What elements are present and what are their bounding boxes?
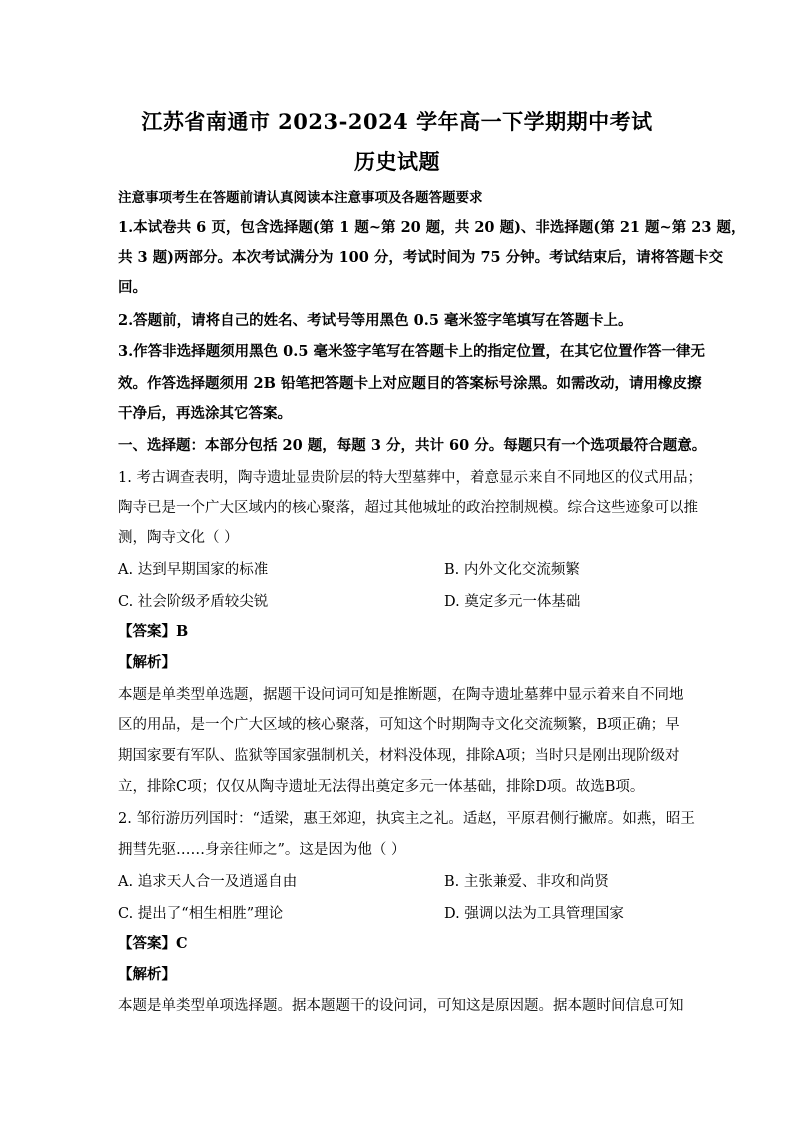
notice-item-1-line-3: 回。 xyxy=(118,279,147,296)
notice-item-2: 2.答题前，请将自己的姓名、考试号等用黑色 0.5 毫米签字笔填写在答题卡上。 xyxy=(118,312,633,329)
notice-item-3-line-3: 干净后，再选涂其它答案。 xyxy=(118,405,292,422)
q1-option-a: A. 达到早期国家的标准 xyxy=(118,562,269,578)
exam-subtitle: 历史试题 xyxy=(354,149,440,174)
q2-option-b: B. 主张兼爱、非攻和尚贤 xyxy=(444,874,609,890)
q2-option-a: A. 追求天人合一及逍遥自由 xyxy=(118,874,298,890)
q2-option-c: C. 提出了“相生相胜”理论 xyxy=(118,906,284,922)
q2-option-d: D. 强调以法为工具管理国家 xyxy=(444,906,624,922)
q1-stem-line-1: 1. 考古调查表明，陶寺遗址显贵阶层的特大型墓葬中，着意显示来自不同地区的仪式用品； xyxy=(118,470,702,486)
notice-item-1-line-2: 共 3 题)两部分。本次考试满分为 100 分，考试时间为 75 分钟。考试结束后，请将答题卡交 xyxy=(118,249,724,266)
q1-option-d: D. 奠定多元一体基础 xyxy=(444,594,581,610)
q1-stem-line-3: 测，陶寺文化（ ） xyxy=(118,530,239,546)
q1-analysis-label: 【解析】 xyxy=(118,654,176,671)
q1-analysis-line-2: 区的用品，是一个广大区域的核心聚落，可知这个时期陶寺文化交流频繁，B项正确；早 xyxy=(118,717,680,733)
q2-answer: 【答案】C xyxy=(118,935,188,952)
notice-item-1-line-1: 1.本试卷共 6 页，包含选择题(第 1 题~第 20 题，共 20 题)、非选择题(第 21 题~第 23 题， xyxy=(118,219,746,236)
q1-option-b: B. 内外文化交流频繁 xyxy=(444,562,580,578)
q2-stem-line-1: 2. 邹衍游历列国时：“适梁，惠王郊迎，执宾主之礼。适赵，平原君侧行撇席。如燕，昭王 xyxy=(118,811,695,827)
q2-analysis-label: 【解析】 xyxy=(118,966,176,983)
q1-analysis-line-3: 期国家要有军队、监狱等国家强制机关，材料没体现，排除A项；当时只是刚出现阶级对 xyxy=(118,748,680,764)
q2-stem-line-2: 拥彗先驱……身亲往师之”。这是因为他（ ） xyxy=(118,842,406,858)
notice-heading: 注意事项考生在答题前请认真阅读本注意事项及各题答题要求 xyxy=(118,190,483,206)
q1-option-c: C. 社会阶级矛盾较尖锐 xyxy=(118,594,269,610)
q2-analysis-line-1: 本题是单类型单项选择题。据本题题干的设问词，可知这是原因题。据本题时间信息可知 xyxy=(118,998,684,1014)
q1-analysis-line-1: 本题是单类型单选题，据题干设问词可知是推断题，在陶寺遗址墓葬中显示着来自不同地 xyxy=(118,687,684,703)
section-heading: 一、选择题：本部分包括 20 题，每题 3 分，共计 60 分。每题只有一个选项最符合题意。 xyxy=(118,437,707,454)
q1-stem-line-2: 陶寺已是一个广大区域内的核心聚落，超过其他城址的政治控制规模。综合这些迹象可以推 xyxy=(118,500,698,516)
notice-item-3-line-1: 3.作答非选择题须用黑色 0.5 毫米签字笔写在答题卡上的指定位置，在其它位置作答一律无 xyxy=(118,343,705,360)
q1-analysis-line-4: 立，排除C项；仅仅从陶寺遗址无法得出奠定多元一体基础，排除D项。故选B项。 xyxy=(118,779,645,795)
notice-item-3-line-2: 效。作答选择题须用 2B 铅笔把答题卡上对应题目的答案标号涂黑。如需改动，请用橡皮擦 xyxy=(118,375,702,392)
exam-title: 江苏省南通市 2023-2024 学年高一下学期期中考试 xyxy=(141,109,653,134)
q1-answer: 【答案】B xyxy=(118,623,189,640)
